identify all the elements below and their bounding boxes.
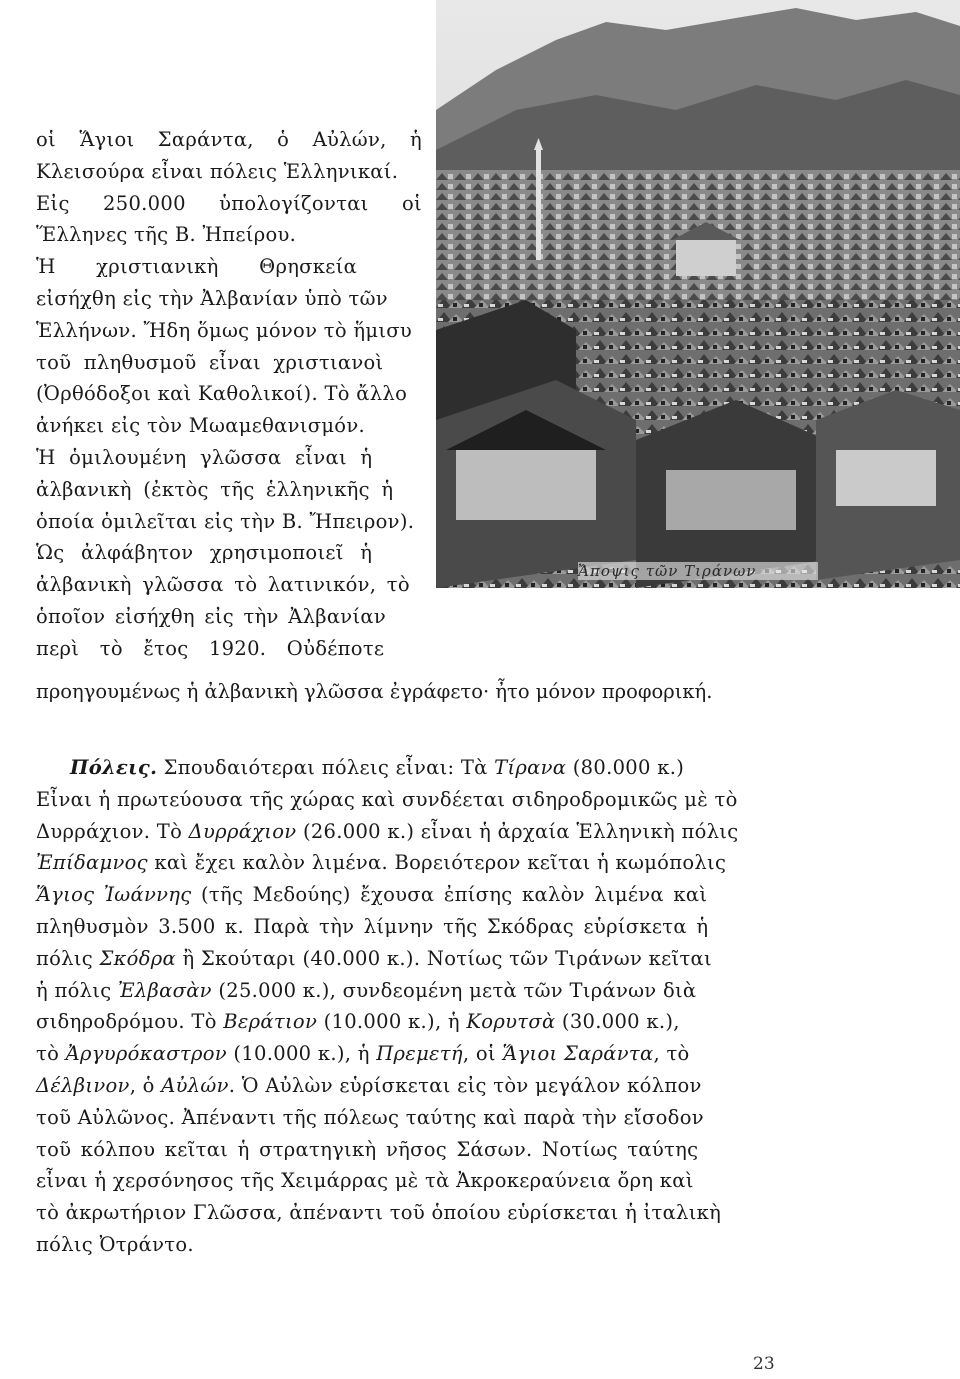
text-run: , οἱ (462, 1042, 496, 1066)
column-line (36, 188, 422, 220)
word: 250.000 (103, 191, 186, 215)
word: οἱ (401, 191, 422, 215)
city-name: Δέλβινον (36, 1073, 130, 1097)
para-line: τοῦ κόλπου κεῖται ἡ στρατηγικὴ νῆσος Σάσων. Νοτίως ταύτης (36, 1137, 699, 1161)
column-line: εἰσήχθη εἰς τὴν Ἀλβανίαν ὑπὸ τῶν (36, 286, 388, 310)
word: οἱ (36, 128, 56, 151)
city-name: Σκόδρα (99, 946, 176, 970)
para-line: Εἶναι ἡ πρωτεύουσα τῆς χώρας καὶ συνδέεται σιδηροδρομικῶς μὲ τὸ (36, 787, 738, 811)
para-line (36, 1070, 780, 1102)
para-line (36, 752, 780, 784)
column-line: (Ὀρθόδοξοι καὶ Καθολικοί). Τὸ ἄλλο (36, 382, 408, 406)
column-line: Ἕλληνες τῆς Β. Ἠπείρου. (36, 223, 297, 247)
text-run: Δυρράχιον. Τὸ (36, 819, 183, 843)
para-line: τοῦ Αὐλῶνος. Ἀπέναντι τῆς πόλεως ταύτης καὶ παρὰ τὴν εἴσοδον (36, 1105, 704, 1129)
column-line: Ἑλλήνων. Ἤδη ὅμως μόνον τὸ ἥμισυ (36, 318, 413, 342)
text-run: . Ὁ Αὐλὼν εὑρίσκεται εἰς τὸν μεγάλον κόλπον (228, 1073, 702, 1097)
word: Ἅγιοι (79, 128, 135, 151)
town-photo (436, 0, 960, 588)
text-column (36, 124, 422, 665)
para-line (36, 943, 780, 975)
column-line: τοῦ πληθυσμοῦ εἶναι χριστιανοὶ (36, 350, 384, 374)
city-name: Βεράτιον (223, 1010, 318, 1034)
text-run: (τῆς Μεδούης) ἔχουσα ἐπίσης καλὸν λιμένα καὶ (200, 883, 708, 907)
column-line: Ἡ ὁμιλουμένη γλῶσσα εἶναι ἡ (36, 445, 373, 469)
para-line: πληθυσμὸν 3.500 κ. Παρὰ τὴν λίμνην τῆς Σκόδρας εὑρίσκετα ἡ (36, 914, 709, 938)
text-run: (10.000 κ.), ἡ (323, 1010, 460, 1034)
word: ὁ (277, 128, 290, 151)
column-line: Κλεισούρα εἶναι πόλεις Ἑλληνικαί. (36, 159, 399, 183)
full-width-line: προηγουμένως ἡ ἀλβανικὴ γλῶσσα ἐγράφετο· ἦτο μόνον προφορική. (36, 680, 713, 703)
word: ὑπολογίζονται (219, 191, 369, 215)
text-run: (10.000 κ.), ἡ (233, 1042, 370, 1066)
text-run: καὶ ἔχει καλὸν λιμένα. Βορειότερον κεῖται ἡ κωμόπολις (154, 851, 727, 875)
para-line (36, 1006, 780, 1038)
word: Εἰς (36, 191, 70, 215)
photo-caption: Ἄποψις τῶν Τιράνων (578, 562, 818, 580)
city-name: Πρεμετή (376, 1042, 463, 1066)
para-line: τὸ ἀκρωτήριον Γλῶσσα, ἀπέναντι τοῦ ὁποίου εὑρίσκεται ἡ ἰταλικὴ (36, 1201, 722, 1225)
word: Αὐλών, (312, 128, 387, 151)
text-run: (30.000 κ.), (561, 1010, 680, 1034)
column-line: Ἡ χριστιανικὴ Θρησκεία (36, 255, 358, 279)
text-run: ἡ πόλις (36, 978, 112, 1002)
city-name: Δυρράχιον (188, 819, 297, 843)
column-line: ἀνήκει εἰς τὸν Μωαμεθανισμόν. (36, 414, 365, 438)
text-run: τὸ (36, 1042, 60, 1066)
column-line: περὶ τὸ ἔτος 1920. Οὐδέποτε (36, 636, 385, 660)
para-line (36, 816, 780, 848)
section-heading: Πόλεις. (70, 756, 158, 779)
word: ἡ (409, 128, 422, 151)
column-line: ἀλβανικὴ (ἐκτὸς τῆς ἑλληνικῆς ἡ (36, 477, 394, 501)
text-run: (25.000 κ.), συνδεομένη μετὰ τῶν Τιράνων διὰ (218, 978, 697, 1002)
city-name: Ἐπίδαμνος (36, 851, 148, 875)
text-run: (80.000 κ.) (572, 756, 685, 779)
city-name: Ἅγιος Ἰωάννης (36, 883, 192, 907)
column-line: Ὡς ἀλφάβητον χρησιμοποιεῖ ἡ (36, 541, 373, 565)
column-line (36, 124, 422, 156)
para-line (36, 1038, 780, 1070)
para-line (36, 847, 780, 879)
text-run: , ὁ (129, 1073, 155, 1097)
para-line: πόλις Ὀτράντο. (36, 1232, 194, 1256)
column-line: ὁποία ὁμιλεῖται εἰς τὴν Β. Ἤπειρον). (36, 509, 415, 533)
word: Σαράντα, (157, 128, 254, 151)
city-name: Ἅγιοι Σαράντα (502, 1042, 654, 1066)
city-name: Ἐλβασὰν (117, 978, 212, 1002)
text-run: (26.000 κ.) εἶναι ἡ ἀρχαία Ἑλληνικὴ πόλις (302, 819, 739, 843)
city-name: Τίρανα (494, 756, 567, 779)
city-name: Κορυτσὰ (466, 1010, 556, 1034)
para-line (36, 975, 780, 1007)
page-number: 23 (753, 1354, 775, 1374)
cities-paragraph (36, 752, 780, 1261)
para-line (36, 879, 780, 911)
text-run: , τὸ (653, 1042, 690, 1066)
city-name: Ἀργυρόκαστρον (65, 1042, 227, 1066)
para-line: εἶναι ἡ χερσόνησος τῆς Χειμάρρας μὲ τὰ Ἀκροκεραύνεια ὄρη καὶ (36, 1169, 694, 1193)
text-run: ἢ Σκούταρι (40.000 κ.). Νοτίως τῶν Τιράνων κεῖται (182, 946, 712, 970)
column-line: ὁποῖον εἰσήχθη εἰς τὴν Ἀλβανίαν (36, 604, 387, 628)
column-line: ἀλβανικὴ γλῶσσα τὸ λατινικόν, τὸ (36, 573, 410, 597)
text-run: Σπουδαιότεραι πόλεις εἶναι: Τὰ (163, 756, 488, 779)
city-name: Αὐλών (161, 1073, 229, 1097)
text-run: πόλις (36, 946, 93, 970)
text-run: σιδηροδρόμου. Τὸ (36, 1010, 217, 1034)
